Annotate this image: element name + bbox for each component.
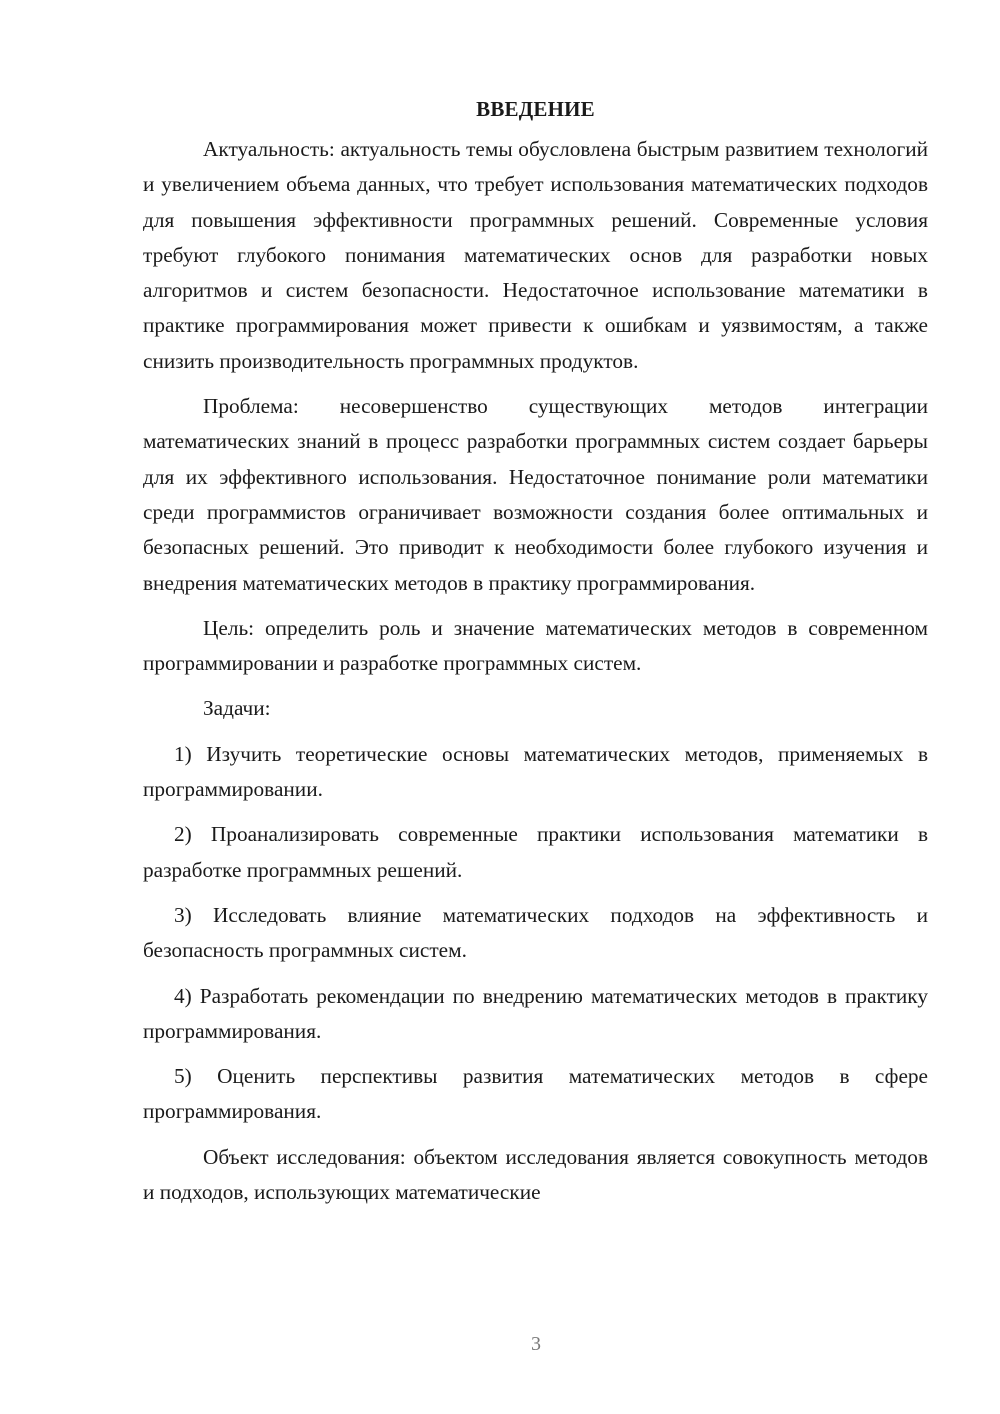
relevance-paragraph: Актуальность: актуальность темы обусловлена быстрым развитием технологий и увеличением объема данных, что требует использования математических подходов для повышения эффективности программных решений. Современные условия требуют глубокого понимания математических основ для разработки новых алгоритмов и систем безопасности. Недостаточное использование математики в практике программирования может привести к ошибкам и уязвимостям, а также снизить производительность программных продуктов. [143, 137, 928, 373]
object-paragraph: Объект исследования: объектом исследования является совокупность методов и подходов, использующих математические [143, 1144, 928, 1205]
task-item: 2) Проанализировать современные практики использования математики в разработке программных решений. [143, 822, 928, 882]
task-item: 4) Разработать рекомендации по внедрению математических методов в практику программирования. [143, 983, 928, 1043]
section-heading: ВВЕДЕНИЕ [476, 97, 595, 121]
problem-paragraph: Проблема: несовершенство существующих методов интеграции математических знаний в процесс разработки программных систем создает барьеры для их эффективного использования. Недостаточное понимание роли математики среди программистов ограничивает возможности создания более оптимальных и безопасных решений. Это приводит к необходимости более глубокого изучения и внедрения математических методов в практику программирования. [143, 394, 928, 595]
document-page [143, 92, 928, 1220]
page-number: 3 [531, 1333, 541, 1355]
goal-paragraph: Цель: определить роль и значение математических методов в современном программировании и разработке программных систем. [143, 615, 928, 676]
tasks-label: Задачи: [203, 696, 271, 721]
task-item: 3) Исследовать влияние математических подходов на эффективность и безопасность программных систем. [143, 902, 928, 963]
task-item: 1) Изучить теоретические основы математических методов, применяемых в программировании. [143, 741, 928, 802]
task-item: 5) Оценить перспективы развития математических методов в сфере программирования. [143, 1064, 928, 1124]
